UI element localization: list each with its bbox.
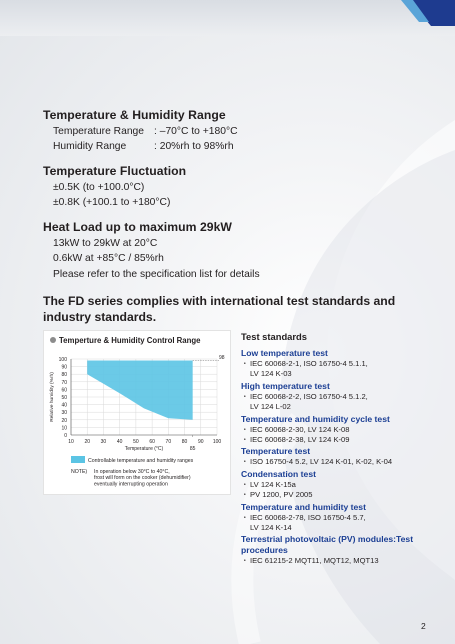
standard-item: ・ IEC 60068-2-2, ISO 16750-4 5.1.2, xyxy=(241,392,441,402)
standard-item: ・ IEC 61215-2 MQT11, MQT12, MQT13 xyxy=(241,556,441,566)
x-axis-label: Temperature (°C) xyxy=(124,446,164,452)
x-tick-label: 50 xyxy=(133,439,139,445)
chart-panel xyxy=(43,330,231,495)
x-tick-label: 80 xyxy=(181,439,188,445)
standard-item: ・ LV 124 K-15a xyxy=(241,480,441,490)
standard-title: Temperature and humidity cycle test xyxy=(241,413,390,424)
standard-title: Condensation test xyxy=(241,468,316,479)
standard-group xyxy=(241,502,441,534)
standard-group xyxy=(241,469,441,501)
y-tick-label: 10 xyxy=(61,425,67,432)
standard-title: Terrestrial photovoltaic (PV) modules:Test procedures xyxy=(241,534,414,556)
section-heading: Temperature Fluctuation xyxy=(43,164,187,178)
standard-item: LV 124 K-14 xyxy=(250,523,292,533)
y-axis-label: Relative humidity (%rh) xyxy=(50,372,55,422)
corner-tab xyxy=(399,0,455,26)
spec-line: 0.6kW at +85°C / 85%rh xyxy=(53,253,164,265)
standard-item: ・ IEC 60068-2-30, LV 124 K-08 xyxy=(241,425,441,435)
y-tick-label: 60 xyxy=(61,387,67,394)
standard-item: LV 124 L-02 xyxy=(250,402,291,412)
y-tick-label: 50 xyxy=(61,395,67,401)
section-heat-load xyxy=(43,220,260,282)
x-tick-label: 10 xyxy=(68,439,74,445)
y-tick-label: 70 xyxy=(61,379,67,386)
legend-swatch xyxy=(71,456,85,463)
standard-item: ・ IEC 60068-2-78, ISO 16750-4 5.7, xyxy=(241,513,441,523)
standard-title: Temperature and humidity test xyxy=(241,501,366,512)
x-tick-label: 40 xyxy=(116,439,123,445)
standard-group xyxy=(241,348,441,380)
y-tick-label: 90 xyxy=(61,364,67,371)
section-temp-fluctuation xyxy=(43,164,186,211)
note-label: NOTE) xyxy=(71,469,88,475)
section-temp-humidity-range xyxy=(43,108,238,155)
y-tick-label: 100 xyxy=(58,357,67,363)
y-tick-label: 0 xyxy=(64,433,67,439)
note-line: frost will form on the cooker (dehumidifier) xyxy=(94,475,191,482)
spec-key: Temperature Range xyxy=(53,126,145,137)
note-line: In operation below 30°C to 40°C, xyxy=(94,469,170,475)
spec-line: ±0.8K (+100.1 to +180°C) xyxy=(53,197,171,209)
standard-item: ・ ISO 16750-4 5.2, LV 124 K-01, K-02, K-04 xyxy=(241,457,441,467)
spec-value: : –70°C to +180°C xyxy=(154,126,238,137)
standard-item: ・ IEC 60068-2-38, LV 124 K-09 xyxy=(241,435,441,445)
standard-item: LV 124 K-03 xyxy=(250,369,292,379)
spec-key: Humidity Range xyxy=(53,141,127,153)
section-heading: Temperature & Humidity Range xyxy=(43,108,226,122)
spec-line: ±0.5K (to +100.0°C) xyxy=(53,182,145,193)
standard-title: Temperature test xyxy=(241,446,311,457)
x-tick-label: 30 xyxy=(100,439,107,445)
note-line: eventually interrupting operation xyxy=(94,481,168,488)
max-humidity-label: 98 xyxy=(219,355,225,362)
spec-row xyxy=(43,139,238,154)
page-number: 2 xyxy=(421,621,426,631)
standards-heading: Test standards xyxy=(241,331,307,342)
x-marker-label: 85 xyxy=(189,446,196,452)
y-tick-label: 40 xyxy=(61,402,67,409)
standard-item: ・ IEC 60068-2-1, ISO 16750-4 5.1.1, xyxy=(241,359,441,369)
spec-row xyxy=(43,124,238,139)
x-tick-label: 60 xyxy=(149,439,155,445)
standard-group xyxy=(241,414,441,446)
x-tick-label: 100 xyxy=(212,439,222,445)
legend-label: Controllable temperature and humidity ranges xyxy=(88,458,194,464)
standard-title: High temperature test xyxy=(241,380,330,391)
x-tick-label: 90 xyxy=(197,439,204,445)
spec-value: : 20%rh to 98%rh xyxy=(154,141,234,153)
complies-statement: The FD series complies with international test standards and industry standards. xyxy=(43,294,396,324)
standard-group xyxy=(241,534,441,566)
y-tick-label: 30 xyxy=(61,410,67,417)
control-range-chart xyxy=(44,331,232,496)
x-tick-label: 70 xyxy=(165,439,172,445)
standard-group xyxy=(241,446,441,467)
section-heading: Heat Load up to maximum 29kW xyxy=(43,220,232,234)
x-tick-label: 20 xyxy=(84,439,91,445)
standard-item: ・ PV 1200, PV 2005 xyxy=(241,490,441,500)
standard-group xyxy=(241,381,441,413)
standards-list xyxy=(241,348,441,567)
test-standards xyxy=(241,331,441,568)
y-tick-label: 20 xyxy=(61,417,67,424)
y-tick-label: 80 xyxy=(61,372,67,379)
standard-title: Low temperature test xyxy=(241,348,328,358)
top-bar xyxy=(0,0,455,36)
controllable-range-area xyxy=(87,361,192,420)
spec-line: Please refer to the specification list for details xyxy=(53,268,260,280)
spec-line: 13kW to 29kW at 20°C xyxy=(53,238,158,249)
chart-title-text: Temperture & Humidity Control Range xyxy=(59,336,201,345)
